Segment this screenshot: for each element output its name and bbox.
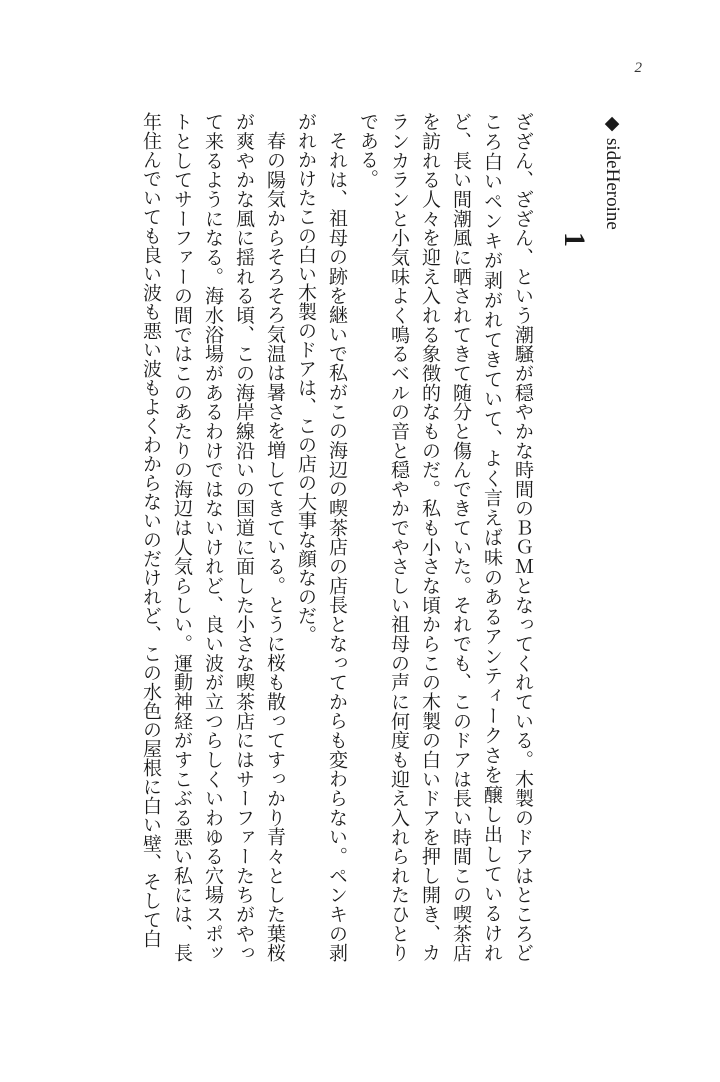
- body-text: [135, 112, 628, 962]
- paragraph: ざざん、ざざん、という潮騒が穏やかな時間のＢＧＭとなってくれている。木製のドアはところどころ白いペンキが剥がれてきていて、よく言えば味のあるアンティークさを醸し出しているけれど、長い間潮風に晒されてきて随分と傷んできていた。それでも、このドアは長い時間この喫茶店を訪れる人々を迎え入れる象徴的なものだ。私も小さな頃からこの木製の白いドアを押し開き、カランカランと小気味よく鳴るベルの音と穏やかでやさしい祖母の声に何度も迎え入れられたひとりである。: [357, 112, 534, 963]
- section-title: sideHeroine: [602, 138, 623, 230]
- paragraph: 春の陽気からそろそろ気温は暑さを増してきている。とうに桜も散ってすっかり青々とした葉桜が爽やかな風に揺れる頃、この海岸線沿いの国道に面した小さな喫茶店にはサーファーたちがやって来るようになる。海水浴場があるわけではないけれど、良い波が立つらしくいわゆる穴場スポットとしてサーファーの間ではこのあたりの海辺は人気らしい。運動神経がすこぶる悪い私には、長年住んでいても良い波も悪い波もよくわからないのだけれど、この水色の屋根に白い壁、そして白: [140, 112, 286, 963]
- chapter-number: 1: [558, 232, 591, 247]
- section-heading: [596, 112, 628, 962]
- paragraph: それは、祖母の跡を継いで私がこの海辺の喫茶店の店長となってからも変わらない。ペンキの剥がれかけたこの白い木製のドアは、この店の大事な顔なのだ。: [295, 112, 348, 962]
- page-number: 2: [634, 60, 642, 76]
- diamond-icon: ◆: [601, 112, 623, 134]
